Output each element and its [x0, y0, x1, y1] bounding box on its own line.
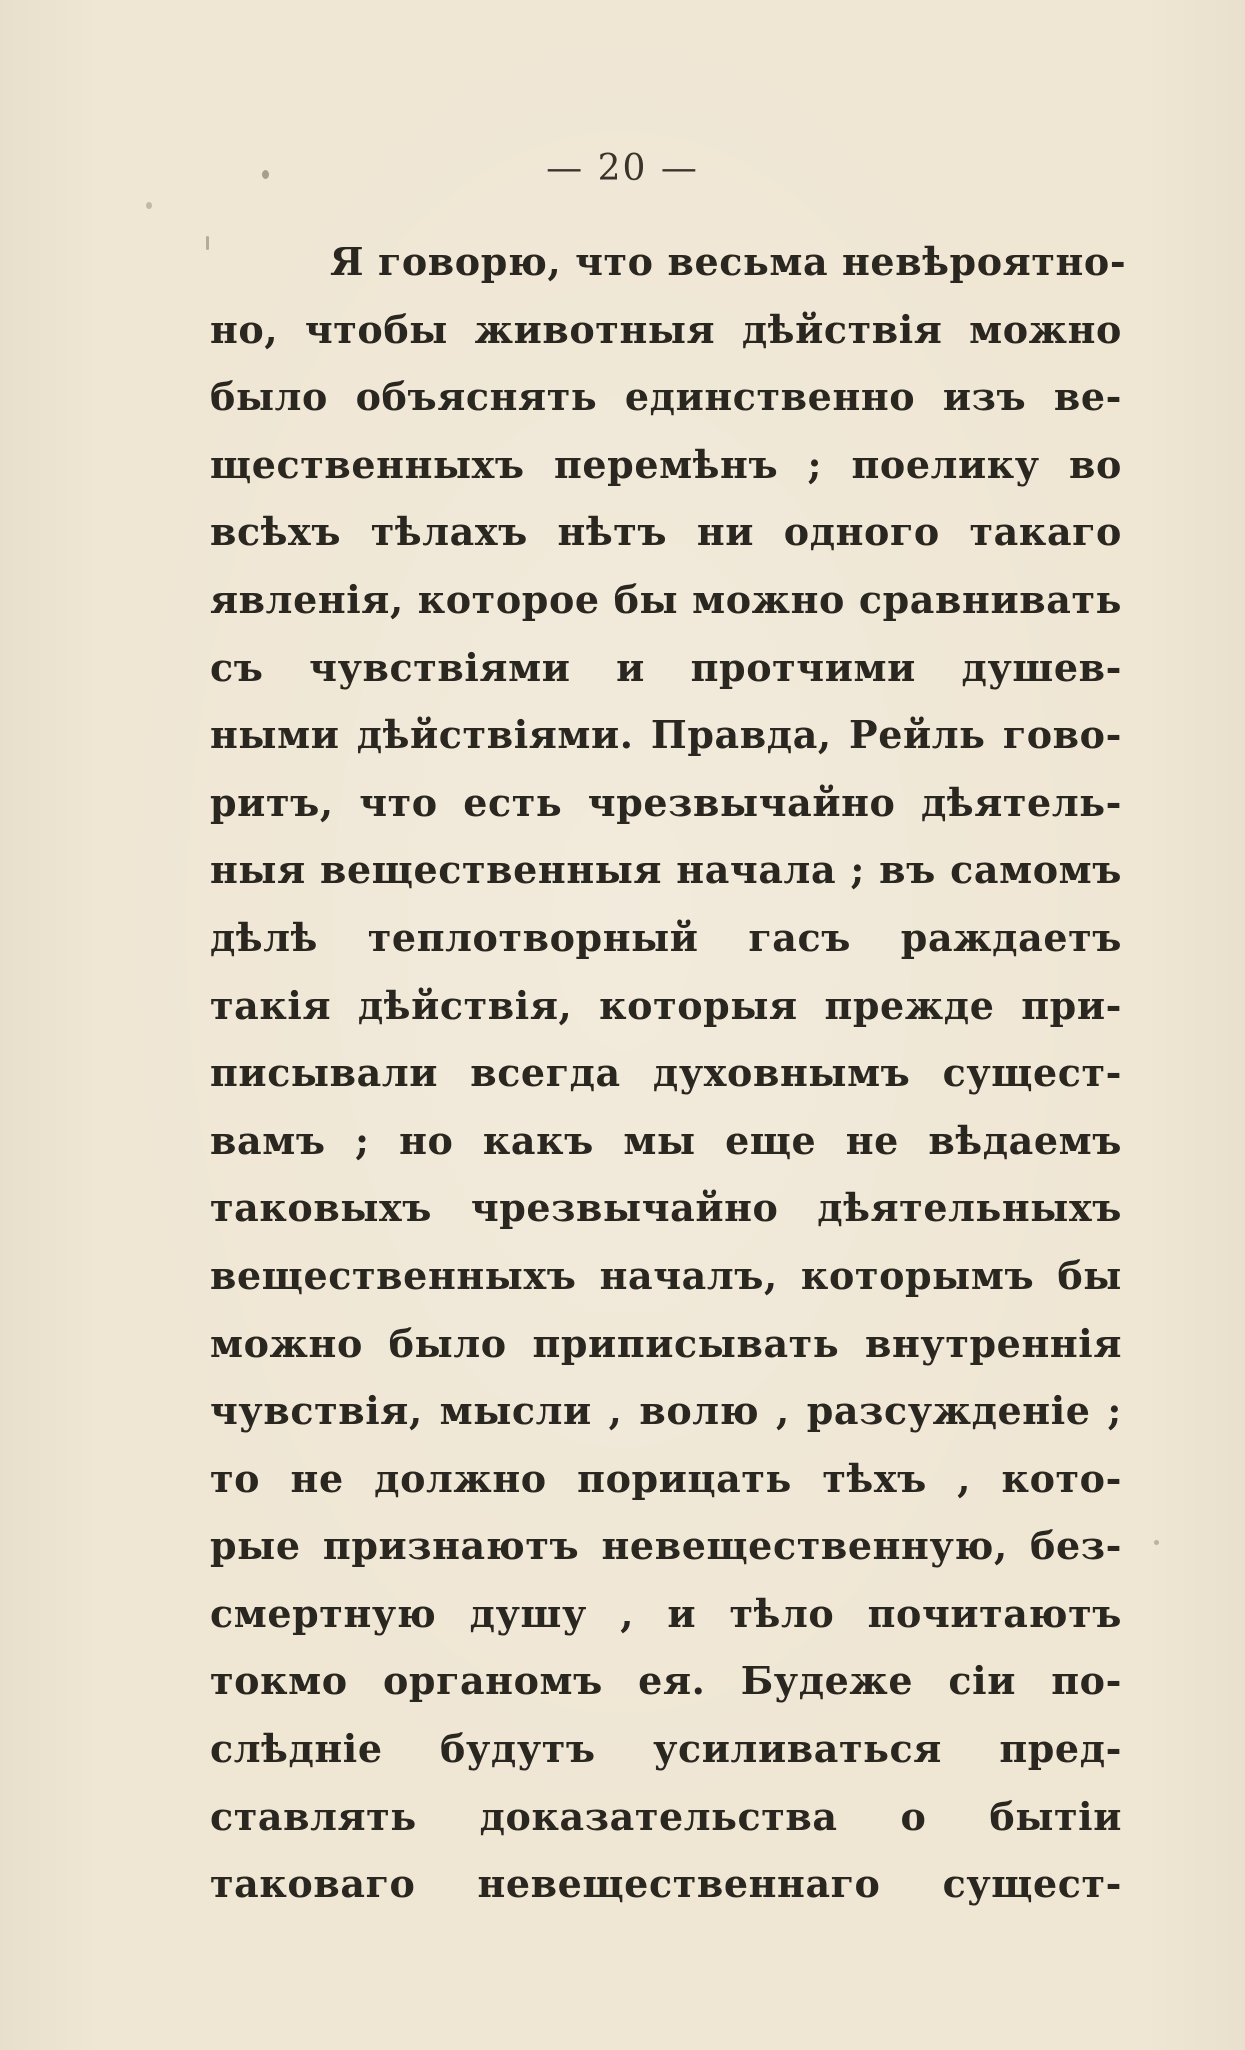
text-line: дѣлѣ теплотворный гасъ раждаетъ	[210, 914, 1122, 960]
text-line: таковыхъ чрезвычайно дѣятельныхъ	[210, 1185, 1122, 1231]
text-line: ныя вещественныя начала ; въ самомъ	[210, 847, 1122, 893]
text-line: щественныхъ перемѣнъ ; поелику во	[210, 441, 1122, 487]
text-line: но, чтобы животныя дѣйствія можно	[210, 306, 1122, 352]
ink-speck	[146, 202, 152, 209]
ink-speck	[206, 236, 209, 250]
text-line: смертную душу , и тѣло почитаютъ	[210, 1590, 1122, 1636]
text-line: то не должно порицать тѣхъ , кото-	[210, 1455, 1122, 1501]
text-line: явленія, которое бы можно сравнивать	[210, 576, 1122, 622]
text-line: вещественныхъ началъ, которымъ бы	[210, 1252, 1122, 1298]
text-line: можно было приписывать внутреннія	[210, 1320, 1122, 1366]
text-line: токмо органомъ ея. Будеже сіи по-	[210, 1658, 1122, 1704]
text-line: вамъ ; но какъ мы еще не вѣдаемъ	[210, 1117, 1122, 1163]
text-line: съ чувствіями и протчими душев-	[210, 644, 1122, 690]
text-line: было объяснять единственно изъ ве-	[210, 374, 1122, 420]
text-line: Я говорю, что весьма невѣроятно-	[330, 239, 1127, 284]
text-line: ставлять доказательства о бытіи	[210, 1793, 1122, 1839]
text-line: чувствія, мысли , волю , разсужденіе ;	[210, 1388, 1122, 1434]
page-number: — 20 —	[546, 148, 699, 189]
body-text	[210, 228, 1127, 1918]
text-line: ритъ, что есть чрезвычайно дѣятель-	[210, 779, 1122, 825]
text-line: слѣдніе будутъ усиливаться пред-	[210, 1726, 1122, 1772]
text-line: всѣхъ тѣлахъ нѣтъ ни одного такаго	[210, 509, 1122, 555]
ink-speck	[1154, 1540, 1159, 1545]
text-line: писывали всегда духовнымъ сущест-	[210, 1050, 1122, 1096]
text-line: такія дѣйствія, которыя прежде при-	[210, 982, 1122, 1028]
text-line: таковаго невещественнаго сущест-	[210, 1861, 1122, 1907]
text-line: ными дѣйствіями. Правда, Рейль гово-	[210, 712, 1122, 758]
text-line: рые признаютъ невещественную, без-	[210, 1523, 1122, 1569]
